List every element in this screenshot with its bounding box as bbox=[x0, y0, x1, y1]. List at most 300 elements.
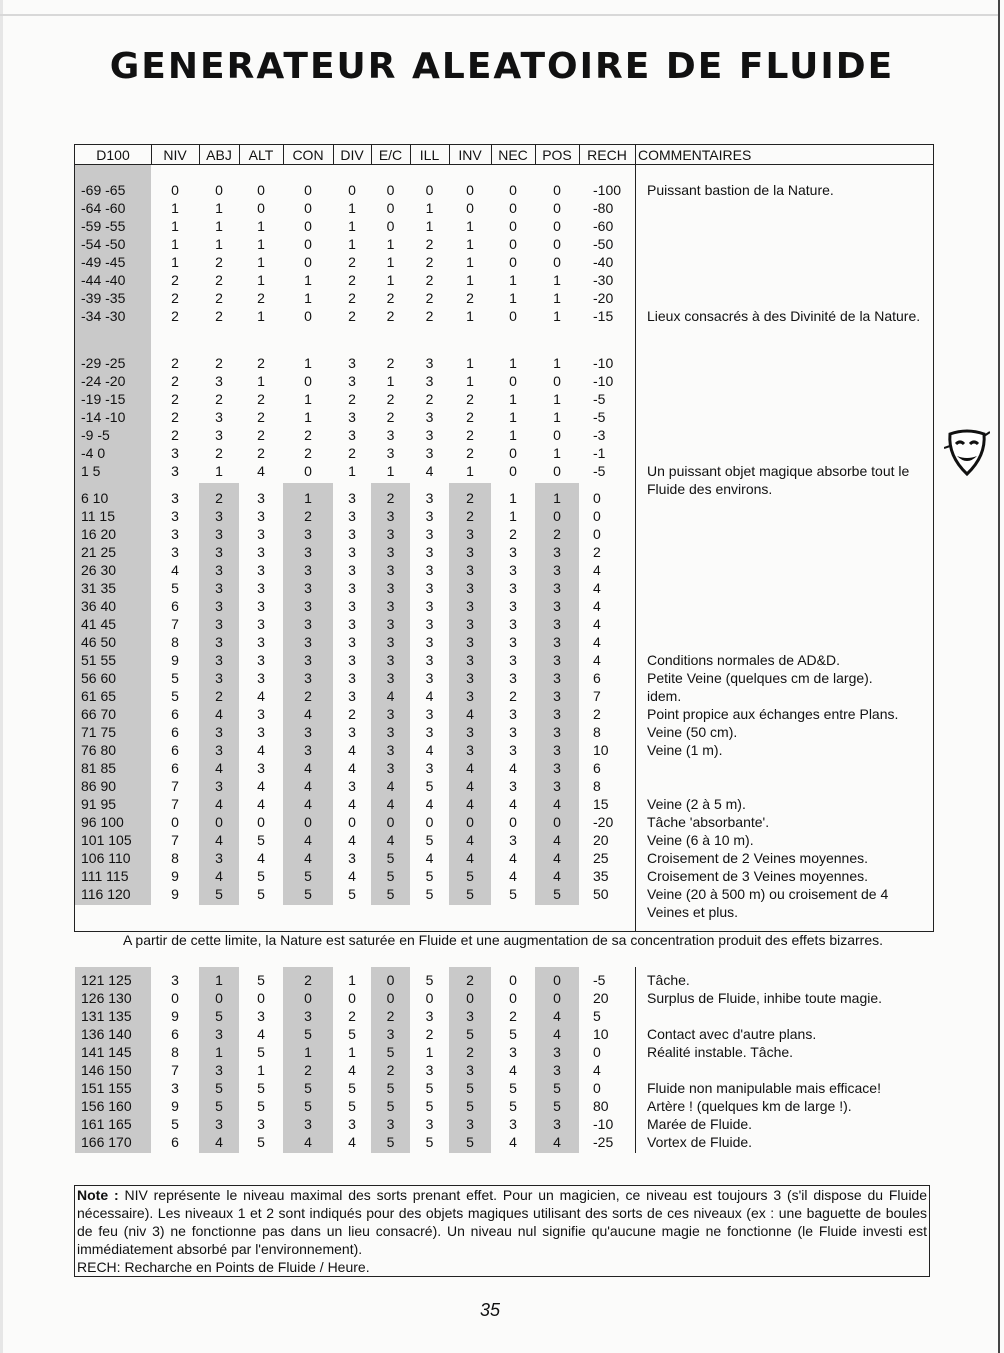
cell-niv: 6 bbox=[171, 724, 179, 740]
cell-ill: 3 bbox=[425, 634, 434, 650]
cell-ill: 3 bbox=[425, 508, 434, 524]
cell-rech: 10 bbox=[593, 742, 609, 758]
cell-con: 5 bbox=[304, 1026, 312, 1042]
cell-niv: 0 bbox=[171, 990, 179, 1006]
cell-inv: 1 bbox=[466, 355, 474, 371]
cell-alt: 5 bbox=[257, 886, 265, 902]
cell-ill: 3 bbox=[425, 760, 434, 776]
d100-range: 151 155 bbox=[81, 1080, 132, 1096]
d100-range: -19 -15 bbox=[81, 391, 126, 407]
cell-abj: 3 bbox=[215, 373, 223, 389]
cell-ill: 3 bbox=[425, 598, 434, 614]
cell-niv: 2 bbox=[171, 272, 179, 288]
cell-div: 2 bbox=[348, 272, 356, 288]
cell-e-c: 2 bbox=[386, 290, 395, 306]
cell-pos: 5 bbox=[553, 886, 561, 902]
cell-pos: 3 bbox=[553, 688, 561, 704]
cell-con: 0 bbox=[304, 236, 312, 252]
cell-abj: 2 bbox=[215, 391, 223, 407]
cell-rech: -20 bbox=[593, 290, 614, 306]
cell-div: 4 bbox=[348, 1062, 356, 1078]
cell-inv: 2 bbox=[466, 391, 474, 407]
cell-alt: 4 bbox=[257, 850, 265, 866]
comment: Contact avec d'autre plans. bbox=[647, 1026, 817, 1042]
cell-con: 4 bbox=[304, 778, 312, 794]
cell-alt: 3 bbox=[257, 652, 265, 668]
cell-nec: 5 bbox=[509, 886, 517, 902]
d100-range: 6 10 bbox=[81, 490, 109, 506]
cell-rech: -10 bbox=[593, 373, 614, 389]
cell-abj: 3 bbox=[215, 634, 223, 650]
cell-rech: 15 bbox=[593, 796, 609, 812]
cell-pos: 0 bbox=[553, 427, 561, 443]
cell-abj: 3 bbox=[215, 724, 223, 740]
cell-ill: 3 bbox=[425, 355, 434, 371]
cell-niv: 1 bbox=[171, 236, 179, 252]
cell-nec: 3 bbox=[509, 724, 517, 740]
cell-con: 1 bbox=[304, 355, 312, 371]
cell-rech: 8 bbox=[593, 724, 601, 740]
column-divider bbox=[199, 145, 200, 165]
cell-abj: 5 bbox=[215, 1098, 223, 1114]
cell-e-c: 2 bbox=[386, 409, 395, 425]
cell-div: 3 bbox=[348, 544, 356, 560]
cell-nec: 4 bbox=[509, 1134, 517, 1150]
cell-pos: 3 bbox=[553, 544, 561, 560]
cell-ill: 3 bbox=[425, 706, 434, 722]
cell-con: 0 bbox=[304, 182, 312, 198]
cell-inv: 4 bbox=[466, 832, 474, 848]
cell-niv: 2 bbox=[171, 427, 179, 443]
cell-pos: 1 bbox=[553, 308, 561, 324]
cell-abj: 3 bbox=[215, 1116, 223, 1132]
cell-e-c: 3 bbox=[386, 508, 395, 524]
cell-div: 3 bbox=[348, 598, 356, 614]
cell-alt: 3 bbox=[257, 490, 265, 506]
d100-range: 61 65 bbox=[81, 688, 117, 704]
d100-range: -9 -5 bbox=[81, 427, 110, 443]
cell-abj: 0 bbox=[215, 814, 223, 830]
cell-ill: 2 bbox=[425, 391, 434, 407]
cell-inv: 4 bbox=[466, 778, 474, 794]
cell-abj: 4 bbox=[215, 760, 223, 776]
column-header: NIV bbox=[163, 147, 187, 163]
table-row bbox=[75, 426, 933, 444]
cell-rech: 4 bbox=[593, 580, 601, 596]
cell-e-c: 3 bbox=[386, 760, 395, 776]
cell-div: 3 bbox=[348, 778, 356, 794]
cell-niv: 2 bbox=[171, 290, 179, 306]
cell-ill: 1 bbox=[425, 200, 434, 216]
cell-inv: 5 bbox=[466, 1080, 474, 1096]
column-header: D100 bbox=[96, 147, 130, 163]
cell-con: 0 bbox=[304, 463, 312, 479]
cell-ill: 0 bbox=[425, 182, 434, 198]
cell-pos: 0 bbox=[553, 182, 561, 198]
cell-ill: 3 bbox=[425, 409, 434, 425]
cell-div: 2 bbox=[348, 706, 356, 722]
cell-niv: 6 bbox=[171, 742, 179, 758]
cell-alt: 3 bbox=[257, 724, 265, 740]
d100-range: -34 -30 bbox=[81, 308, 126, 324]
cell-abj: 3 bbox=[215, 742, 223, 758]
cell-con: 4 bbox=[304, 796, 312, 812]
cell-div: 3 bbox=[348, 670, 356, 686]
table-row bbox=[75, 1133, 933, 1151]
note-text: NIV représente le niveau maximal des sorts prenant effet. Pour un magicien, ce niveau est toujours 3 (s'il dispose du Fluide nécessaire). Les niveaux 1 et 2 sont indiqués pour des objets magiques utilisant des sorts de ces niveaux (ex : une baguette de boules de feu (niv 3) ne fonctionne pas dans un lieu consacré). Un niveau nul signifie qu'aucune magie ne fonctionne (le Fluide investi est immédiatement absorbé par l'environnement). bbox=[77, 1187, 928, 1257]
table-row bbox=[75, 989, 933, 1007]
cell-abj: 5 bbox=[215, 1080, 223, 1096]
cell-ill: 3 bbox=[425, 724, 434, 740]
d100-range: 31 35 bbox=[81, 580, 117, 596]
cell-con: 3 bbox=[304, 670, 312, 686]
cell-alt: 3 bbox=[257, 562, 265, 578]
cell-rech: -5 bbox=[593, 391, 606, 407]
cell-pos: 5 bbox=[553, 1098, 561, 1114]
cell-alt: 2 bbox=[257, 409, 265, 425]
cell-con: 0 bbox=[304, 200, 312, 216]
cell-con: 1 bbox=[304, 409, 312, 425]
cell-inv: 0 bbox=[466, 990, 474, 1006]
column-divider bbox=[491, 145, 492, 165]
cell-abj: 2 bbox=[215, 254, 223, 270]
cell-con: 3 bbox=[304, 742, 312, 758]
cell-ill: 3 bbox=[425, 652, 434, 668]
cell-nec: 3 bbox=[509, 1044, 517, 1060]
cell-ill: 2 bbox=[425, 308, 434, 324]
cell-alt: 0 bbox=[257, 182, 265, 198]
cell-div: 0 bbox=[348, 182, 356, 198]
cell-abj: 4 bbox=[215, 1134, 223, 1150]
comment: Marée de Fluide. bbox=[647, 1116, 753, 1132]
cell-niv: 6 bbox=[171, 706, 179, 722]
cell-con: 4 bbox=[304, 832, 312, 848]
cell-pos: 3 bbox=[553, 598, 561, 614]
cell-niv: 3 bbox=[171, 526, 179, 542]
cell-ill: 5 bbox=[425, 1080, 434, 1096]
cell-div: 3 bbox=[348, 616, 356, 632]
column-header: DIV bbox=[340, 147, 364, 163]
cell-alt: 3 bbox=[257, 706, 265, 722]
cell-ill: 3 bbox=[425, 427, 434, 443]
cell-nec: 1 bbox=[509, 272, 517, 288]
cell-div: 5 bbox=[348, 1098, 356, 1114]
cell-ill: 3 bbox=[425, 562, 434, 578]
table-row bbox=[75, 651, 933, 669]
cell-e-c: 2 bbox=[386, 490, 395, 506]
cell-div: 4 bbox=[348, 760, 356, 776]
cell-inv: 0 bbox=[466, 200, 474, 216]
table-row bbox=[75, 1025, 933, 1043]
cell-e-c: 5 bbox=[386, 886, 395, 902]
d100-range: 26 30 bbox=[81, 562, 117, 578]
column-divider bbox=[239, 145, 240, 165]
table-row bbox=[75, 705, 933, 723]
cell-e-c: 0 bbox=[386, 990, 395, 1006]
d100-range: 136 140 bbox=[81, 1026, 132, 1042]
cell-nec: 2 bbox=[509, 688, 517, 704]
d100-range: 81 85 bbox=[81, 760, 117, 776]
cell-ill: 4 bbox=[425, 796, 434, 812]
column-header: ILL bbox=[419, 147, 440, 163]
cell-niv: 8 bbox=[171, 850, 179, 866]
cell-rech: -10 bbox=[593, 355, 614, 371]
cell-nec: 3 bbox=[509, 652, 517, 668]
cell-rech: 4 bbox=[593, 1062, 601, 1078]
cell-e-c: 5 bbox=[386, 1080, 395, 1096]
cell-con: 3 bbox=[304, 1008, 312, 1024]
cell-div: 1 bbox=[348, 463, 356, 479]
cell-e-c: 3 bbox=[386, 1026, 395, 1042]
cell-inv: 1 bbox=[466, 218, 474, 234]
cell-con: 2 bbox=[304, 508, 312, 524]
cell-nec: 0 bbox=[509, 990, 517, 1006]
cell-nec: 3 bbox=[509, 778, 517, 794]
cell-alt: 0 bbox=[257, 990, 265, 1006]
cell-inv: 5 bbox=[466, 1098, 474, 1114]
cell-alt: 1 bbox=[257, 236, 265, 252]
cell-nec: 3 bbox=[509, 634, 517, 650]
cell-alt: 2 bbox=[257, 355, 265, 371]
cell-div: 2 bbox=[348, 1008, 356, 1024]
cell-ill: 4 bbox=[425, 742, 434, 758]
cell-nec: 0 bbox=[509, 308, 517, 324]
cell-e-c: 3 bbox=[386, 427, 395, 443]
cell-nec: 0 bbox=[509, 463, 517, 479]
cell-inv: 5 bbox=[466, 886, 474, 902]
cell-niv: 3 bbox=[171, 508, 179, 524]
saturation-note: A partir de cette limite, la Nature est saturée en Fluide et une augmentation de sa concentration produit des effets bizarres. bbox=[122, 932, 884, 948]
cell-ill: 5 bbox=[425, 778, 434, 794]
cell-nec: 3 bbox=[509, 598, 517, 614]
d100-range: 46 50 bbox=[81, 634, 117, 650]
cell-rech: -30 bbox=[593, 272, 614, 288]
column-divider bbox=[333, 145, 334, 165]
cell-nec: 3 bbox=[509, 670, 517, 686]
cell-alt: 5 bbox=[257, 868, 265, 884]
cell-div: 2 bbox=[348, 445, 356, 461]
cell-rech: 2 bbox=[593, 706, 601, 722]
table-row bbox=[75, 813, 933, 831]
table-row bbox=[75, 543, 933, 561]
cell-alt: 4 bbox=[257, 1026, 265, 1042]
cell-pos: 0 bbox=[553, 990, 561, 1006]
cell-inv: 3 bbox=[466, 724, 474, 740]
cell-pos: 0 bbox=[553, 508, 561, 524]
cell-alt: 3 bbox=[257, 1116, 265, 1132]
cell-abj: 1 bbox=[215, 236, 223, 252]
cell-abj: 3 bbox=[215, 616, 223, 632]
table-row bbox=[75, 633, 933, 651]
cell-e-c: 1 bbox=[386, 373, 395, 389]
cell-nec: 3 bbox=[509, 562, 517, 578]
comment: Fluide non manipulable mais efficace! bbox=[647, 1080, 881, 1096]
cell-pos: 1 bbox=[553, 490, 561, 506]
cell-con: 0 bbox=[304, 254, 312, 270]
cell-div: 3 bbox=[348, 634, 356, 650]
table-row bbox=[75, 1007, 933, 1025]
cell-e-c: 3 bbox=[386, 706, 395, 722]
cell-con: 3 bbox=[304, 652, 312, 668]
cell-abj: 5 bbox=[215, 1008, 223, 1024]
cell-abj: 3 bbox=[215, 850, 223, 866]
table-row bbox=[75, 462, 933, 497]
cell-con: 1 bbox=[304, 272, 312, 288]
table-row bbox=[75, 525, 933, 543]
cell-inv: 2 bbox=[466, 445, 474, 461]
cell-e-c: 0 bbox=[386, 182, 395, 198]
d100-range: 91 95 bbox=[81, 796, 117, 812]
cell-inv: 3 bbox=[466, 634, 474, 650]
d100-range: 126 130 bbox=[81, 990, 132, 1006]
d100-range: 146 150 bbox=[81, 1062, 132, 1078]
comment: Croisement de 2 Veines moyennes. bbox=[647, 850, 869, 866]
cell-pos: 4 bbox=[553, 1134, 561, 1150]
cell-nec: 3 bbox=[509, 544, 517, 560]
d100-range: -39 -35 bbox=[81, 290, 126, 306]
d100-range: 106 110 bbox=[81, 850, 131, 866]
cell-con: 0 bbox=[304, 990, 312, 1006]
cell-rech: 20 bbox=[593, 990, 609, 1006]
cell-pos: 4 bbox=[553, 1008, 561, 1024]
table-row bbox=[75, 597, 933, 615]
d100-range: 66 70 bbox=[81, 706, 117, 722]
d100-range: 121 125 bbox=[81, 972, 132, 988]
d100-range: 166 170 bbox=[81, 1134, 132, 1150]
cell-inv: 4 bbox=[466, 706, 474, 722]
cell-ill: 2 bbox=[425, 236, 434, 252]
cell-abj: 4 bbox=[215, 832, 223, 848]
cell-abj: 3 bbox=[215, 526, 223, 542]
cell-ill: 5 bbox=[425, 886, 434, 902]
cell-inv: 2 bbox=[466, 427, 474, 443]
d100-range: 131 135 bbox=[81, 1008, 132, 1024]
cell-rech: -10 bbox=[593, 1116, 614, 1132]
cell-div: 1 bbox=[348, 1044, 356, 1060]
cell-inv: 4 bbox=[466, 850, 474, 866]
table-row bbox=[75, 561, 933, 579]
column-divider bbox=[579, 145, 580, 165]
cell-niv: 8 bbox=[171, 634, 179, 650]
cell-pos: 3 bbox=[553, 742, 561, 758]
cell-niv: 3 bbox=[171, 490, 179, 506]
table-row bbox=[75, 181, 933, 199]
cell-div: 2 bbox=[348, 254, 356, 270]
cell-pos: 1 bbox=[553, 272, 561, 288]
column-divider bbox=[151, 145, 152, 165]
cell-inv: 2 bbox=[466, 290, 474, 306]
table-row bbox=[75, 307, 933, 325]
table-row bbox=[75, 867, 933, 885]
comment: Point propice aux échanges entre Plans. bbox=[647, 706, 899, 722]
cell-div: 3 bbox=[348, 688, 356, 704]
cell-ill: 1 bbox=[425, 218, 434, 234]
cell-inv: 2 bbox=[466, 508, 474, 524]
cell-nec: 1 bbox=[509, 391, 517, 407]
cell-nec: 5 bbox=[509, 1026, 517, 1042]
cell-con: 5 bbox=[304, 1080, 312, 1096]
cell-nec: 4 bbox=[509, 760, 517, 776]
cell-rech: 4 bbox=[593, 616, 601, 632]
cell-rech: -3 bbox=[593, 427, 606, 443]
cell-pos: 1 bbox=[553, 355, 561, 371]
cell-abj: 3 bbox=[215, 562, 223, 578]
d100-range: 51 55 bbox=[81, 652, 117, 668]
cell-alt: 0 bbox=[257, 814, 265, 830]
cell-e-c: 5 bbox=[386, 1098, 395, 1114]
cell-abj: 2 bbox=[215, 355, 223, 371]
table-row bbox=[75, 489, 933, 507]
cell-con: 1 bbox=[304, 290, 312, 306]
column-divider bbox=[535, 145, 536, 165]
cell-niv: 7 bbox=[171, 778, 179, 794]
cell-inv: 0 bbox=[466, 814, 474, 830]
cell-rech: 4 bbox=[593, 562, 601, 578]
cell-rech: 7 bbox=[593, 688, 601, 704]
cell-abj: 3 bbox=[215, 427, 223, 443]
d100-range: -4 0 bbox=[81, 445, 106, 461]
cell-ill: 3 bbox=[425, 490, 434, 506]
cell-inv: 1 bbox=[466, 373, 474, 389]
cell-div: 3 bbox=[348, 373, 356, 389]
cell-e-c: 3 bbox=[386, 670, 395, 686]
cell-niv: 6 bbox=[171, 1026, 179, 1042]
cell-niv: 7 bbox=[171, 832, 179, 848]
cell-inv: 3 bbox=[466, 742, 474, 758]
cell-rech: 0 bbox=[593, 1080, 601, 1096]
cell-pos: 3 bbox=[553, 634, 561, 650]
table-row bbox=[75, 444, 933, 462]
cell-niv: 7 bbox=[171, 1062, 179, 1078]
d100-range: 41 45 bbox=[81, 616, 117, 632]
cell-div: 3 bbox=[348, 580, 356, 596]
cell-rech: -5 bbox=[593, 409, 606, 425]
cell-alt: 3 bbox=[257, 1008, 265, 1024]
cell-ill: 2 bbox=[425, 290, 434, 306]
cell-niv: 1 bbox=[171, 200, 179, 216]
page-edge-right bbox=[998, 0, 1000, 1353]
cell-pos: 0 bbox=[553, 236, 561, 252]
cell-niv: 3 bbox=[171, 972, 179, 988]
cell-div: 1 bbox=[348, 972, 356, 988]
cell-e-c: 5 bbox=[386, 850, 395, 866]
cell-niv: 5 bbox=[171, 1116, 179, 1132]
cell-abj: 3 bbox=[215, 580, 223, 596]
cell-inv: 3 bbox=[466, 1116, 474, 1132]
cell-inv: 2 bbox=[466, 409, 474, 425]
cell-rech: -100 bbox=[593, 182, 622, 198]
cell-pos: 3 bbox=[553, 652, 561, 668]
d100-range: 141 145 bbox=[81, 1044, 132, 1060]
column-header: E/C bbox=[378, 147, 403, 163]
cell-pos: 3 bbox=[553, 778, 561, 794]
comment: Veine (50 cm). bbox=[647, 724, 738, 740]
cell-pos: 3 bbox=[553, 1044, 561, 1060]
column-header: NEC bbox=[498, 147, 528, 163]
cell-rech: 5 bbox=[593, 1008, 601, 1024]
cell-nec: 5 bbox=[509, 1098, 517, 1114]
cell-alt: 2 bbox=[257, 290, 265, 306]
cell-ill: 3 bbox=[425, 580, 434, 596]
cell-niv: 8 bbox=[171, 1044, 179, 1060]
cell-e-c: 2 bbox=[386, 1062, 395, 1078]
cell-abj: 2 bbox=[215, 308, 223, 324]
cell-con: 2 bbox=[304, 427, 312, 443]
cell-rech: 6 bbox=[593, 760, 601, 776]
cell-alt: 4 bbox=[257, 778, 265, 794]
table-row bbox=[75, 372, 933, 390]
cell-rech: -5 bbox=[593, 463, 606, 479]
